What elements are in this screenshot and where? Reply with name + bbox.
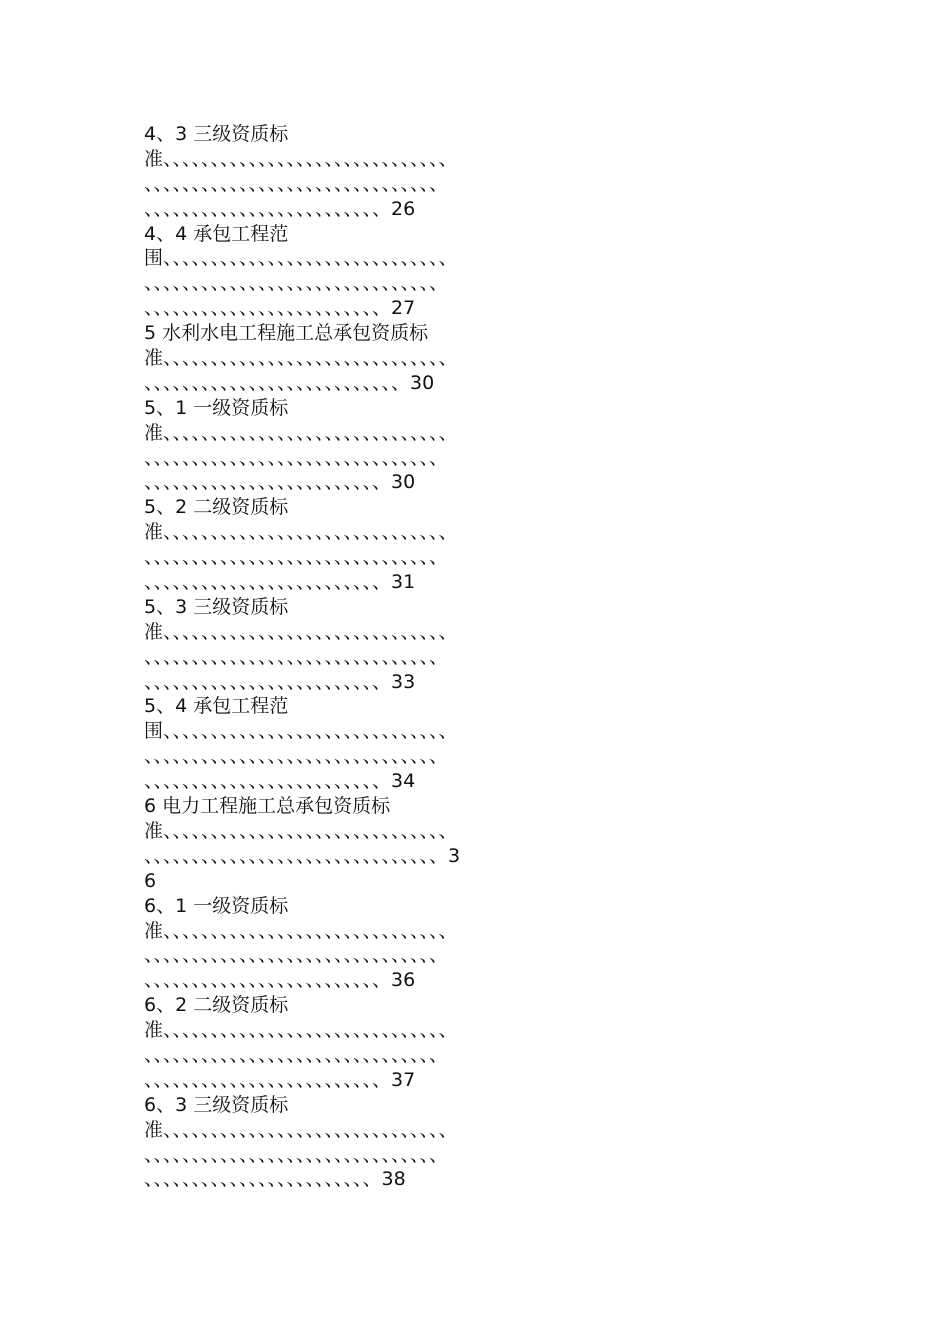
toc-line: 、、、、、、、、、、、、、、、、、、、、、、、、、、、、、、、3 <box>144 844 461 867</box>
toc-line: 、、、、、、、、、、、、、、、、、、、、、、、、、、、、、、、 <box>144 1043 449 1066</box>
toc-line: 准、、、、、、、、、、、、、、、、、、、、、、、、、、、、、、 <box>144 819 458 842</box>
toc-line: 、、、、、、、、、、、、、、、、、、、、、、、、、26 <box>144 197 416 220</box>
toc-line: 准、、、、、、、、、、、、、、、、、、、、、、、、、、、、、、 <box>144 1019 458 1042</box>
toc-line: 5、4 承包工程范 <box>144 695 289 718</box>
toc-line: 、、、、、、、、、、、、、、、、、、、、、、、、、36 <box>144 969 416 992</box>
toc-line: 、、、、、、、、、、、、、、、、、、、、、、、、、、、30 <box>144 371 435 394</box>
toc-line: 、、、、、、、、、、、、、、、、、、、、、、、、、、、、、、、 <box>144 272 449 295</box>
toc-line: 准、、、、、、、、、、、、、、、、、、、、、、、、、、、、、、 <box>144 620 458 643</box>
toc-line: 、、、、、、、、、、、、、、、、、、、、、、、、、30 <box>144 471 416 494</box>
toc-line: 、、、、、、、、、、、、、、、、、、、、、、、、、27 <box>144 297 416 320</box>
toc-line: 准、、、、、、、、、、、、、、、、、、、、、、、、、、、、、、 <box>144 347 458 370</box>
toc-line: 准、、、、、、、、、、、、、、、、、、、、、、、、、、、、、、 <box>144 421 458 444</box>
toc-line: 、、、、、、、、、、、、、、、、、、、、、、、、、、、、、、、 <box>144 745 449 768</box>
toc-line: 、、、、、、、、、、、、、、、、、、、、、、、、38 <box>144 1168 406 1191</box>
toc-line: 6、2 二级资质标 <box>144 994 289 1017</box>
toc-line: 5、1 一级资质标 <box>144 396 289 419</box>
toc-line: 准、、、、、、、、、、、、、、、、、、、、、、、、、、、、、、 <box>144 521 458 544</box>
toc-line: 、、、、、、、、、、、、、、、、、、、、、、、、、31 <box>144 571 416 594</box>
toc-line: 、、、、、、、、、、、、、、、、、、、、、、、、、、、、、、、 <box>144 446 449 469</box>
toc-line: 6、3 三级资质标 <box>144 1093 289 1116</box>
toc-line: 、、、、、、、、、、、、、、、、、、、、、、、、、、、、、、、 <box>144 546 449 569</box>
toc-line: 、、、、、、、、、、、、、、、、、、、、、、、、、、、、、、、 <box>144 944 449 967</box>
table-of-contents <box>144 122 804 1192</box>
toc-line: 5 水利水电工程施工总承包资质标 <box>144 322 429 345</box>
toc-line: 6 <box>144 869 157 892</box>
toc-line: 准、、、、、、、、、、、、、、、、、、、、、、、、、、、、、、 <box>144 1118 458 1141</box>
toc-line: 准、、、、、、、、、、、、、、、、、、、、、、、、、、、、、、 <box>144 147 458 170</box>
toc-line: 4、4 承包工程范 <box>144 222 289 245</box>
toc-line: 、、、、、、、、、、、、、、、、、、、、、、、、、、、、、、、 <box>144 172 449 195</box>
toc-line: 6、1 一级资质标 <box>144 894 289 917</box>
toc-line: 6 电力工程施工总承包资质标 <box>144 795 391 818</box>
toc-line: 4、3 三级资质标 <box>144 123 289 145</box>
toc-line: 准、、、、、、、、、、、、、、、、、、、、、、、、、、、、、、 <box>144 919 458 942</box>
toc-line: 围、、、、、、、、、、、、、、、、、、、、、、、、、、、、、、 <box>144 720 458 743</box>
toc-line: 、、、、、、、、、、、、、、、、、、、、、、、、、37 <box>144 1068 416 1091</box>
toc-line: 围、、、、、、、、、、、、、、、、、、、、、、、、、、、、、、 <box>144 247 458 270</box>
toc-line: 、、、、、、、、、、、、、、、、、、、、、、、、、、、、、、、 <box>144 1143 449 1166</box>
toc-line: 、、、、、、、、、、、、、、、、、、、、、、、、、、、、、、、 <box>144 645 449 668</box>
toc-line: 、、、、、、、、、、、、、、、、、、、、、、、、、33 <box>144 670 416 693</box>
toc-line: 5、2 二级资质标 <box>144 496 289 519</box>
toc-line: 、、、、、、、、、、、、、、、、、、、、、、、、、34 <box>144 770 416 793</box>
toc-line: 5、3 三级资质标 <box>144 595 289 618</box>
